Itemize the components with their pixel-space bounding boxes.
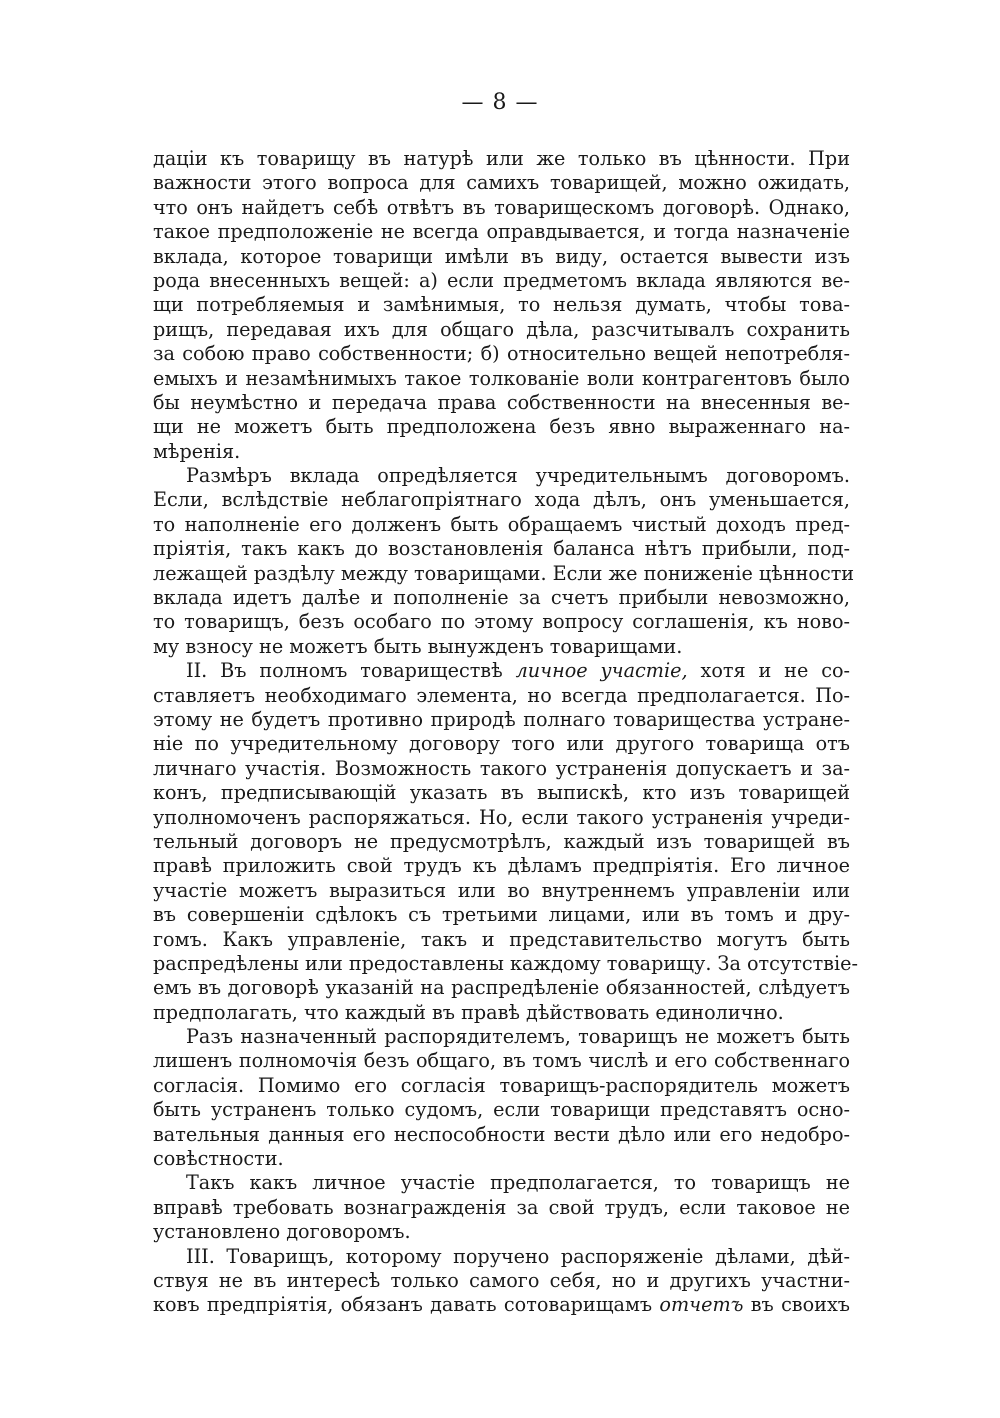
text-line: вклада идетъ далѣе и пополненіе за счетъ прибыли невозможно, (153, 586, 850, 610)
text-line: мѣренія. (153, 439, 241, 463)
text-line: такое предположеніе не всегда оправдывается, и тогда назначеніе (153, 220, 850, 244)
text-segment: ковъ предпріятія, обязанъ давать сотоварищамъ (153, 1293, 660, 1317)
text-line: Такъ какъ личное участіе предполагается, то товарищъ не (186, 1171, 850, 1195)
text-line: установлено договоромъ. (153, 1220, 411, 1244)
text-line: Если, вслѣдствіе неблагопріятнаго хода дѣлъ, онъ уменьшается, (153, 488, 850, 512)
text-line: Разъ назначенный распорядителемъ, товарищъ не можетъ быть (186, 1025, 850, 1049)
text-line: рода внесенныхъ вещей: а) если предметомъ вклада являются ве- (153, 268, 850, 292)
body-text (153, 147, 858, 1318)
text-line (153, 1293, 850, 1317)
text-line: то товарищъ, безъ особаго по этому вопросу соглашенія, къ ново- (153, 610, 850, 634)
text-line: тельный договоръ не предусмотрѣлъ, каждый изъ товарищей въ (153, 829, 850, 853)
text-line: ставляетъ необходимаго элемента, но всегда предполагается. По- (153, 683, 850, 707)
text-line: уполномоченъ распоряжаться. Но, если такого устраненія учреди- (153, 805, 850, 829)
text-line: предполагать, что каждый въ правѣ дѣйствовать единолично. (153, 1000, 784, 1024)
text-line: щи не можетъ быть предположена безъ явно выраженнаго на- (153, 415, 850, 439)
text-line: щи потребляемыя и замѣнимыя, то нельзя думать, чтобы това- (153, 293, 850, 317)
text-line: совѣстности. (153, 1147, 284, 1171)
text-line: быть устраненъ только судомъ, если товарищи представятъ осно- (153, 1098, 850, 1122)
text-line: за собою право собственности; б) относительно вещей непотребля- (153, 342, 850, 366)
text-line: рищъ, передавая ихъ для общаго дѣла, разсчитывалъ сохранить (153, 317, 850, 341)
text-line: III. Товарищъ, которому поручено распоряженіе дѣлами, дѣй- (186, 1244, 850, 1268)
emphasized-term: личное участіе, (515, 659, 688, 683)
text-line: въ совершеніи сдѣлокъ съ третьими лицами, или въ томъ и дру- (153, 903, 850, 927)
text-line: емыхъ и незамѣнимыхъ такое толкованіе воли контрагентовъ было (153, 366, 850, 390)
text-line: правѣ приложить свой трудъ къ дѣламъ предпріятія. Его личное (153, 854, 850, 878)
text-line: что онъ найдетъ себѣ отвѣтъ въ товарищескомъ договорѣ. Однако, (153, 195, 850, 219)
text-segment: II. Въ полномъ товариществѣ (186, 659, 516, 683)
text-line: лишенъ полномочія безъ общаго, въ томъ числѣ и его собственнаго (153, 1049, 850, 1073)
text-line: распредѣлены или предоставлены каждому товарищу. За отсутствіе- (153, 951, 858, 975)
text-line: то наполненіе его долженъ быть обращаемъ чистый доходъ пред- (153, 512, 850, 536)
text-line: Размѣръ вклада опредѣляется учредительнымъ договоромъ. (186, 464, 850, 488)
text-line: лежащей раздѣлу между товарищами. Если же пониженіе цѣнности (153, 561, 855, 585)
text-line: важности этого вопроса для самихъ товарищей, можно ожидать, (153, 171, 850, 195)
text-line: пріятія, такъ какъ до возстановленія баланса нѣтъ прибыли, под- (153, 537, 850, 561)
text-line: емъ въ договорѣ указаній на распредѣленіе обязанностей, слѣдуетъ (153, 976, 850, 1000)
text-line: вправѣ требовать вознагражденія за свой трудъ, если таковое не (153, 1195, 850, 1219)
text-line (153, 659, 850, 683)
text-line: гомъ. Какъ управленіе, такъ и представительство могутъ быть (153, 927, 850, 951)
text-segment: хотя и не со- (687, 659, 851, 683)
text-line: конъ, предписывающій указать въ выпискѣ, кто изъ товарищей (153, 781, 850, 805)
text-line: ніе по учредительному договору того или другого товарища отъ (153, 732, 850, 756)
text-line: вательныя данныя его неспособности вести дѣло или его недобро- (153, 1122, 850, 1146)
text-line: бы неумѣстно и передача права собственности на внесенныя ве- (153, 390, 850, 414)
text-line: участіе можетъ выразиться или во внутреннемъ управленіи или (153, 878, 850, 902)
text-line: даціи къ товарищу въ натурѣ или же только въ цѣнности. При (153, 147, 850, 170)
text-line: му взносу не можетъ быть вынужденъ товарищами. (153, 634, 683, 658)
text-line: личнаго участія. Возможность такого устраненія допускаетъ и за- (153, 756, 850, 780)
text-line: согласія. Помимо его согласія товарищъ-распорядитель можетъ (153, 1073, 850, 1097)
page-number: — 8 — (461, 90, 539, 115)
text-line: вклада, которое товарищи имѣли въ виду, остается вывести изъ (153, 244, 850, 268)
text-line: ствуя не въ интересѣ только самого себя, но и другихъ участни- (153, 1268, 850, 1292)
text-line: этому не будетъ противно природѣ полнаго товарищества устране- (153, 707, 850, 731)
text-segment: въ своихъ (743, 1293, 850, 1317)
emphasized-term: отчетъ (659, 1293, 744, 1317)
